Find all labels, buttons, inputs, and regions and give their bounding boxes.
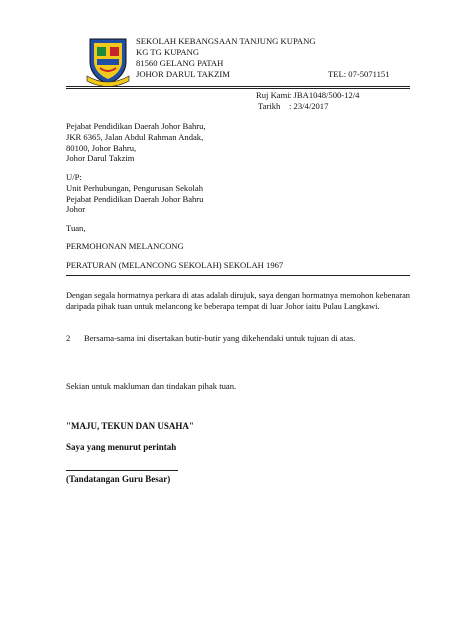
header-divider-2 bbox=[66, 88, 410, 89]
school-crest-logo bbox=[86, 36, 130, 86]
sign-off: Saya yang menurut perintah bbox=[66, 442, 177, 452]
attention-line-1: Unit Perhubungan, Pengurusan Sekolah bbox=[66, 183, 204, 193]
body-paragraph-1: Dengan segala hormatnya perkara di atas adalah dirujuk, saya dengan hormatnya memohon kebenaran daripada pihak tuan untuk melancong ke beberapa tempat di luar Johor iaitu Pulau Langkawi. bbox=[66, 291, 410, 311]
signature-line bbox=[66, 470, 178, 471]
closing-line: Sekian untuk makluman dan tindakan pihak tuan. bbox=[66, 381, 237, 391]
attention-line-2: Pejabat Pendidikan Daerah Johor Bahru bbox=[66, 194, 204, 204]
reference-value: : JBA1048/500-12/4 bbox=[289, 90, 360, 100]
signature-label: (Tandatangan Guru Besar) bbox=[66, 474, 171, 484]
address-line-1: KG TG KUPANG bbox=[136, 47, 200, 57]
attention-line-3: Johor bbox=[66, 204, 86, 214]
subject-line-1: PERMOHONAN MELANCONG bbox=[66, 241, 184, 251]
recipient-line-3: 80100, Johor Bahru, bbox=[66, 143, 137, 153]
recipient-line-1: Pejabat Pendidikan Daerah Johor Bahru, bbox=[66, 121, 206, 131]
subject-line-2: PERATURAN (MELANCONG SEKOLAH) SEKOLAH 1967 bbox=[66, 260, 284, 270]
telephone-number: TEL: 07-5071151 bbox=[328, 69, 390, 79]
date-label: Tarikh bbox=[258, 101, 281, 111]
recipient-line-2: JKR 6365, Jalan Abdul Rahman Andak, bbox=[66, 132, 204, 142]
salutation: Tuan, bbox=[66, 223, 86, 233]
address-line-2: 81560 GELANG PATAH bbox=[136, 58, 224, 68]
school-name: SEKOLAH KEBANGSAAN TANJUNG KUPANG bbox=[136, 36, 316, 46]
recipient-line-4: Johor Darul Takzim bbox=[66, 153, 135, 163]
attention-label: U/P: bbox=[66, 172, 82, 182]
address-line-3: JOHOR DARUL TAKZIM bbox=[136, 69, 230, 79]
header-divider bbox=[66, 86, 410, 87]
school-motto: "MAJU, TEKUN DAN USAHA" bbox=[66, 421, 194, 431]
item-2-number: 2 bbox=[66, 333, 71, 343]
reference-label: Ruj Kami bbox=[256, 90, 290, 100]
date-value: : 23/4/2017 bbox=[289, 101, 329, 111]
subject-divider bbox=[66, 275, 410, 276]
item-2-text: Bersama-sama ini disertakan butir-butir yang dikehendaki untuk tujuan di atas. bbox=[84, 333, 356, 343]
